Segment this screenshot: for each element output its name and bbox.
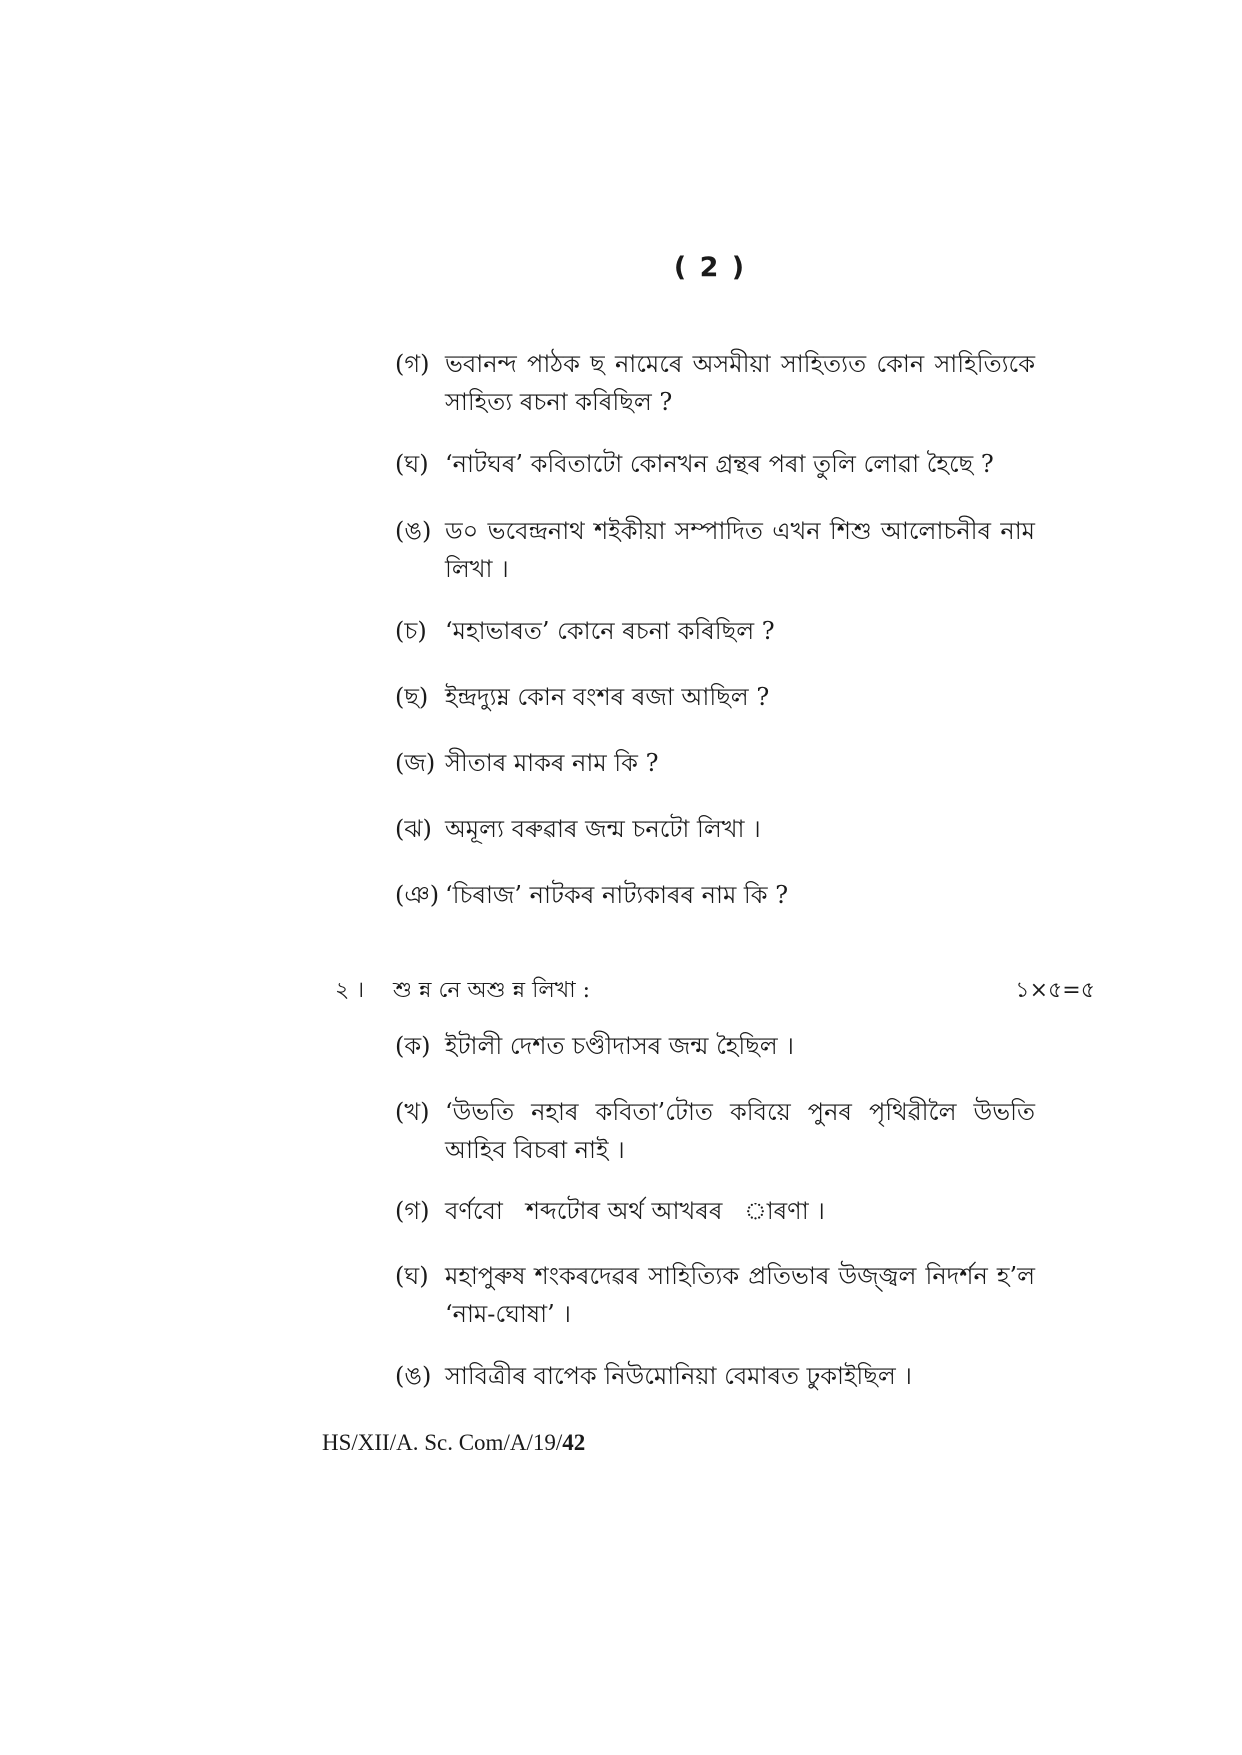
question-text: ইন্দ্ৰদ্যুম্ন কোন বংশৰ ৰজা আছিল ? xyxy=(445,683,770,711)
footer-page-code: 42 xyxy=(562,1430,586,1455)
question-label: (ঞ) xyxy=(395,881,440,909)
question-text: ড০ ভবেন্দ্ৰনাথ শইকীয়া সম্পাদিত এখন শিশু আলোচনীৰ নাম লিখা । xyxy=(445,517,1035,583)
question-label: (চ) xyxy=(395,617,427,645)
question-label: (গ) xyxy=(395,1197,430,1225)
question-item xyxy=(395,1192,1035,1230)
question-text: মহাপুৰুষ শংকৰদেৱৰ সাহিত্যিক প্ৰতিভাৰ উজ্জ্বল নিদৰ্শন হ’ল ‘নাম-ঘোষা’ । xyxy=(445,1262,1035,1328)
question-item xyxy=(395,1257,1035,1333)
question-label: (ঘ) xyxy=(395,1262,429,1290)
question-label: (ঙ) xyxy=(395,1362,432,1390)
question-item xyxy=(395,678,1035,716)
footer-paper-code: HS/XII/A. Sc. Com/A/19/ xyxy=(322,1430,563,1455)
question-label: (ঘ) xyxy=(395,450,429,478)
question-text: অমূল্য বৰুৱাৰ জন্ম চনটো লিখা । xyxy=(445,815,761,843)
question-label: (ছ) xyxy=(395,683,429,711)
question-text: ‘নাটঘৰ’ কবিতাটো কোনখন গ্ৰন্থৰ পৰা তুলি লোৱা হৈছে ? xyxy=(445,450,994,478)
question-text: ‘চিৰাজ’ নাটকৰ নাট্যকাৰৰ নাম কি ? xyxy=(445,881,789,909)
page-number: ( 2 ) xyxy=(673,252,747,283)
question-label: (গ) xyxy=(395,350,430,378)
question-text: ‘উভতি নহাৰ কবিতা’টোত কবিয়ে পুনৰ পৃথিৱীলৈ উভতি আহিব বিচৰা নাই । xyxy=(445,1098,1035,1164)
question-text: ভবানন্দ পাঠক ছ নামেৰে অসমীয়া সাহিত্যত কোন সাহিত্যিকে সাহিত্য ৰচনা কৰিছিল ? xyxy=(445,350,1035,416)
question-text: ইটালী দেশত চণ্ডীদাসৰ জন্ম হৈছিল । xyxy=(445,1032,794,1060)
question-label: (ঝ) xyxy=(395,815,432,843)
question-text: সাবিত্ৰীৰ বাপেক নিউমোনিয়া বেমাৰত ঢুকাইছিল । xyxy=(445,1362,912,1390)
question-item xyxy=(395,876,1035,914)
question-item xyxy=(395,810,1035,848)
question-label: (ক) xyxy=(395,1032,431,1060)
question-item xyxy=(395,512,1035,588)
question-label: (ঙ) xyxy=(395,517,432,545)
question-item xyxy=(395,345,1035,421)
question-item xyxy=(395,1027,1035,1065)
section-number: ২ । xyxy=(335,978,365,1003)
question-label: (খ) xyxy=(395,1098,430,1126)
question-item xyxy=(395,744,1035,782)
question-label: (জ) xyxy=(395,749,436,777)
question-item xyxy=(395,445,1035,483)
question-item xyxy=(395,612,1035,650)
question-item xyxy=(395,1093,1035,1169)
section-marks: ১×৫=৫ xyxy=(1015,978,1095,1003)
question-item xyxy=(395,1357,1035,1395)
section-instruction: শু ন্ন নে অশু ন্ন লিখা : xyxy=(393,978,590,1003)
question-text: বৰ্ণবো শব্দটোৰ অৰ্থ আখৰৰ াৰণা । xyxy=(445,1197,825,1225)
question-text: ‘মহাভাৰত’ কোনে ৰচনা কৰিছিল ? xyxy=(445,617,775,645)
question-text: সীতাৰ মাকৰ নাম কি ? xyxy=(445,749,659,777)
footer-code xyxy=(322,1430,585,1456)
